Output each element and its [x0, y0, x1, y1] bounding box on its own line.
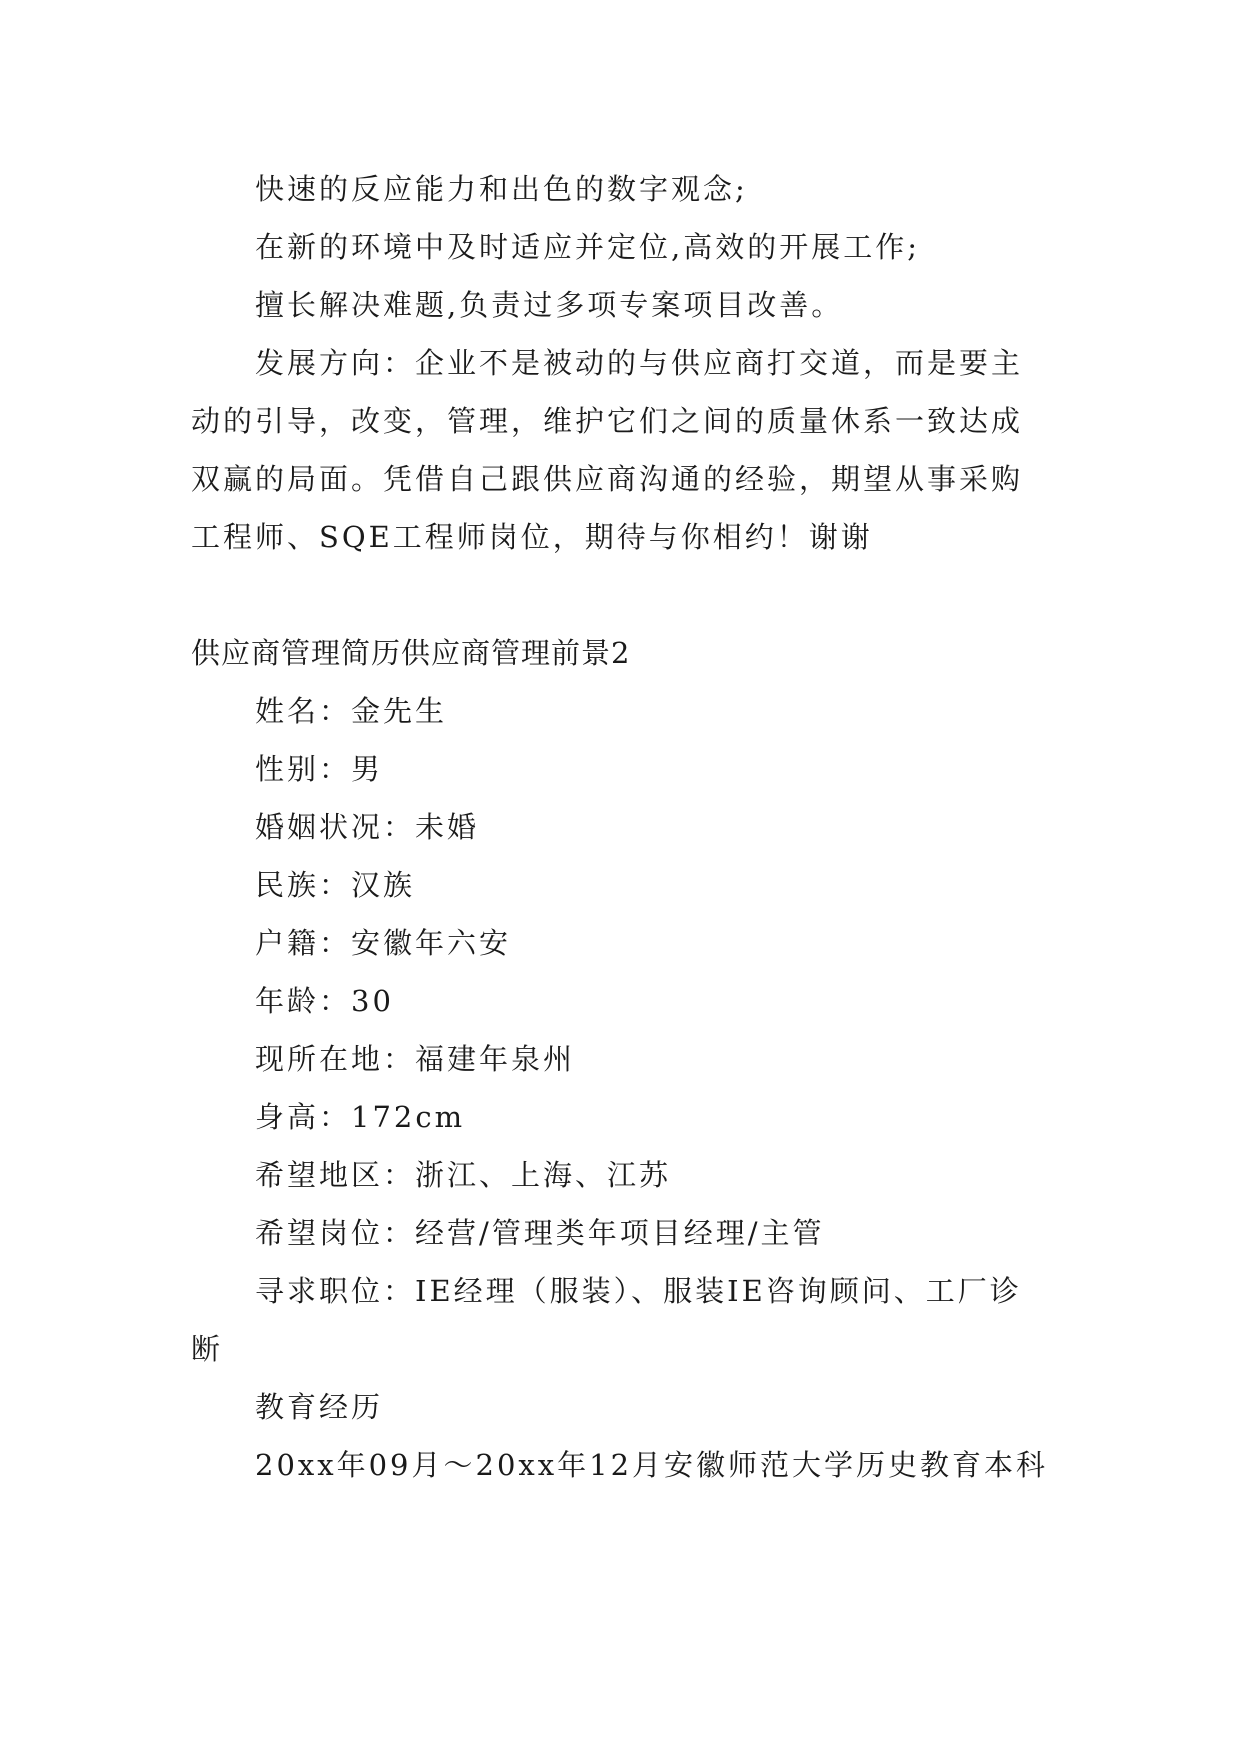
document-body	[191, 160, 1051, 1494]
paragraph-development-direction: 发展方向：企业不是被动的与供应商打交道，而是要主动的引导，改变，管理，维护它们之间的质量休系一致达成双赢的局面。凭借自己跟供应商沟通的经验，期望从事采购工程师、SQE工程师岗位，期待与你相约！谢谢	[191, 346, 1024, 554]
profile-desired-position: 希望岗位：经营/管理类年项目经理/主管	[255, 1216, 825, 1250]
profile-desired-region: 希望地区：浙江、上海、江苏	[255, 1158, 672, 1192]
paragraph-reaction: 快速的反应能力和出色的数字观念;	[255, 172, 748, 206]
education-item: 20xx年09月～20xx年12月安徽师范大学历史教育本科	[255, 1448, 1049, 1482]
profile-current-location: 现所在地：福建年泉州	[255, 1042, 576, 1076]
profile-household-registration: 户籍：安徽年六安	[255, 926, 512, 960]
profile-ethnicity: 民族：汉族	[255, 868, 416, 902]
profile-name: 姓名：金先生	[255, 694, 448, 728]
section-title: 供应商管理简历供应商管理前景2	[191, 636, 631, 670]
education-heading: 教育经历	[255, 1390, 384, 1424]
section-gap	[191, 566, 1051, 624]
profile-sought-position: 寻求职位：IE经理（服装）、服装IE咨询顾问、工厂诊断	[191, 1274, 1022, 1366]
profile-height: 身高：172cm	[255, 1100, 466, 1134]
paragraph-adapt: 在新的环境中及时适应并定位,高效的开展工作;	[255, 230, 920, 264]
paragraph-problem-solving: 擅长解决难题,负责过多项专案项目改善。	[255, 288, 844, 322]
profile-marital-status: 婚姻状况：未婚	[255, 810, 480, 844]
profile-age: 年龄：30	[255, 984, 394, 1018]
profile-gender: 性别：男	[255, 752, 384, 786]
